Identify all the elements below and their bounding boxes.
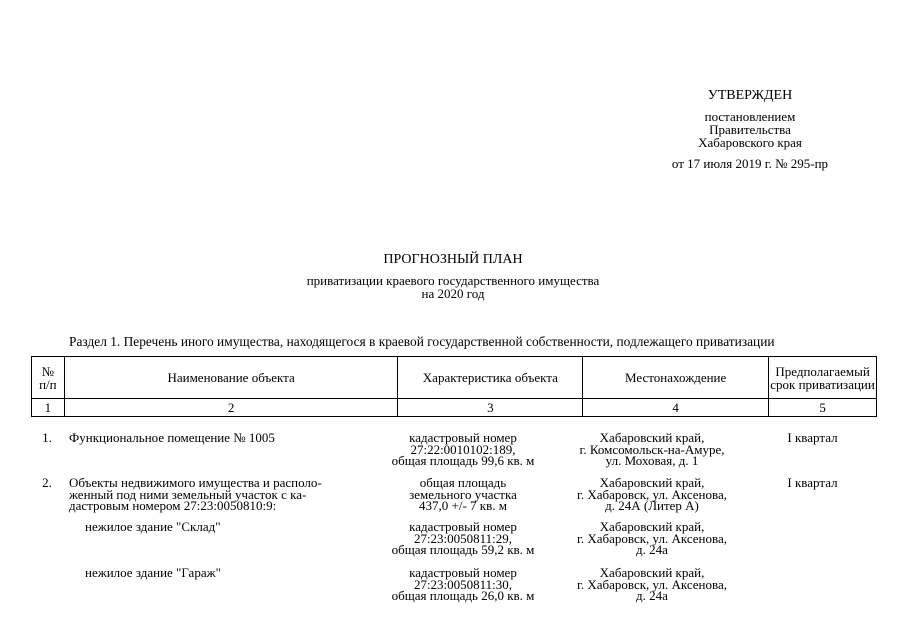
location-line: ул. Моховая, д. 1 (605, 453, 699, 468)
characteristics-line: 27:23:0050811:29, (413, 530, 513, 546)
object-name (85, 521, 405, 533)
table-header (31, 356, 877, 417)
location-line: г. Комсомольск-на-Амуре, (579, 441, 725, 457)
characteristics-line: кадастровый номер (409, 565, 517, 580)
document-subtitle: на 2020 год (421, 286, 485, 301)
object-location (557, 432, 747, 467)
document-title-block (253, 253, 653, 300)
location-line: Хабаровский край, (599, 475, 705, 490)
object-name-line: Функциональное помещение № 1005 (69, 430, 275, 445)
location-line: д. 24А (Литер А) (605, 498, 699, 513)
object-name (69, 432, 389, 444)
characteristics-line: общая площадь 99,6 кв. м (391, 453, 535, 468)
approval-line: постановлением (704, 109, 796, 124)
privatization-term: I квартал (787, 430, 838, 445)
object-characteristics (372, 567, 554, 602)
object-name-line: дастровым номером 27:23:0050810:9: (69, 498, 277, 513)
row-number: 2. (42, 475, 52, 490)
header-num-line: п/п (39, 376, 57, 392)
approval-block (600, 89, 900, 170)
location-line: г. Хабаровск, ул. Аксенова, (577, 530, 727, 546)
object-location (557, 567, 747, 602)
header-location: Местонахождение (583, 357, 769, 399)
header-term-line: Предполагаемый (775, 363, 870, 379)
header-name: Наименование объекта (64, 357, 398, 399)
characteristics-line: кадастровый номер (409, 430, 517, 445)
characteristics-line: общая площадь (419, 475, 507, 490)
privatization-term: I квартал (787, 475, 838, 490)
column-number: 2 (64, 399, 398, 417)
approval-title: УТВЕРЖДЕН (707, 88, 793, 103)
header-num (32, 357, 65, 399)
characteristics-line: 27:23:0050811:30, (413, 576, 513, 592)
location-line: Хабаровский край, (599, 565, 705, 580)
document-subtitle: приватизации краевого государственного имущества (306, 273, 600, 288)
row-number: 1. (42, 430, 52, 445)
approval-line: Правительства (709, 122, 791, 137)
header-term-line: срок приватизации (770, 376, 875, 392)
location-line: Хабаровский край, (599, 519, 705, 534)
object-characteristics (372, 521, 554, 556)
column-number: 3 (398, 399, 583, 417)
location-line: г. Хабаровск, ул. Аксенова, (577, 576, 727, 592)
object-name-line: нежилое здание "Гараж" (85, 565, 221, 580)
object-name (85, 567, 405, 579)
approval-line: Хабаровского края (698, 135, 802, 150)
header-num-line: № (41, 363, 55, 379)
document-title: ПРОГНОЗНЫЙ ПЛАН (383, 252, 523, 267)
column-number: 1 (32, 399, 65, 417)
object-name-line: нежилое здание "Склад" (85, 519, 221, 534)
object-location (557, 477, 747, 512)
object-name (69, 477, 389, 512)
location-line: д. 24а (636, 588, 668, 603)
characteristics-line: земельного участка (409, 486, 517, 502)
object-characteristics (372, 477, 554, 512)
characteristics-line: общая площадь 59,2 кв. м (391, 542, 535, 557)
object-name-line: Объекты недвижимого имущества и располо- (69, 475, 322, 490)
section-title: Раздел 1. Перечень иного имущества, находящегося в краевой государственной собственности, подлежащего приватизации (69, 334, 775, 349)
characteristics-line: кадастровый номер (409, 519, 517, 534)
column-number: 5 (769, 399, 877, 417)
object-location (557, 521, 747, 556)
approval-date: от 17 июля 2019 г. № 295-пр (671, 156, 829, 171)
characteristics-line: общая площадь 26,0 кв. м (391, 588, 535, 603)
location-line: д. 24а (636, 542, 668, 557)
header-term (769, 357, 877, 399)
header-characteristics: Характеристика объекта (398, 357, 583, 399)
location-line: Хабаровский край, (599, 430, 705, 445)
location-line: г. Хабаровск, ул. Аксенова, (577, 486, 727, 502)
object-characteristics (372, 432, 554, 467)
characteristics-line: 27:22:0010102:189, (410, 441, 516, 457)
characteristics-line: 437,0 +/- 7 кв. м (419, 498, 507, 513)
column-number: 4 (583, 399, 769, 417)
object-name-line: женный под ними земельный участок с ка- (69, 486, 307, 502)
